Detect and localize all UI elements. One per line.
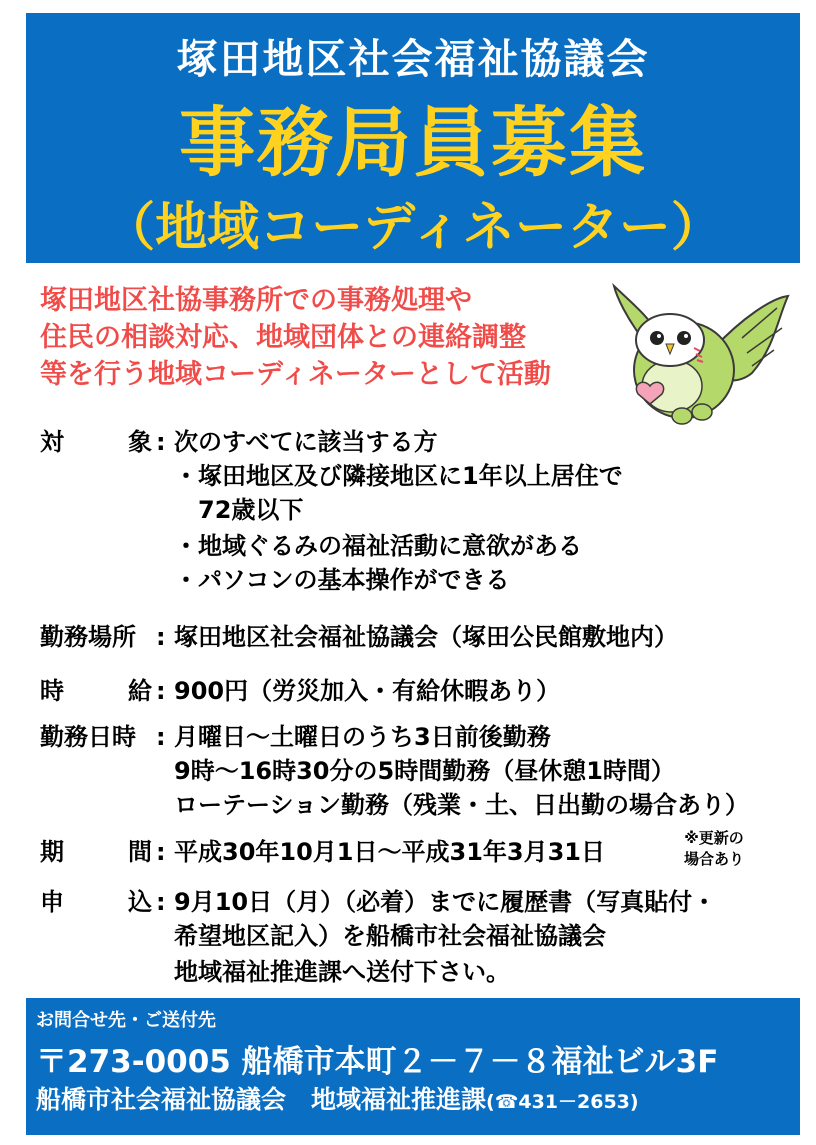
period-note-line: 場合あり — [683, 850, 744, 868]
schedule-line: 9時～16時30分の5時間勤務（昼休憩1時間） — [174, 757, 675, 785]
target-label-a: 対 — [40, 428, 64, 456]
target-item: ・塚田地区及び隣接地区に1年以上居住で — [174, 462, 623, 490]
place-label: 勤務場所 — [40, 623, 136, 651]
contact-department — [36, 1080, 639, 1116]
page-title: 事務局員募集 — [179, 98, 647, 187]
apply-line: 9月10日（月）（必着）までに履歴書（写真貼付・ — [174, 888, 717, 916]
colon: : — [156, 838, 166, 866]
period-label-a: 期 — [40, 838, 64, 866]
target-label-b: 象 — [128, 428, 152, 456]
department-name: 船橋市社会福祉協議会 地域福祉推進課 — [36, 1085, 487, 1114]
target-item: ・地域ぐるみの福祉活動に意欲がある — [174, 532, 582, 560]
intro-line: 塚田地区社協事務所での事務処理や — [40, 285, 472, 316]
colon: : — [156, 428, 166, 456]
apply-label-b: 込 — [128, 888, 152, 916]
period-label-b: 間 — [128, 838, 152, 866]
apply-label-a: 申 — [40, 888, 64, 916]
header-banner — [26, 13, 800, 263]
wage-label-a: 時 — [40, 677, 64, 705]
colon: : — [156, 623, 166, 651]
schedule-line: 月曜日～土曜日のうち3日前後勤務 — [174, 723, 551, 751]
target-lead: 次のすべてに該当する方 — [174, 428, 438, 456]
target-item: 72歳以下 — [198, 496, 304, 524]
contact-label: お問合せ先・ご送付先 — [36, 1010, 216, 1031]
target-item: ・パソコンの基本操作ができる — [174, 566, 510, 594]
colon: : — [156, 723, 166, 751]
intro-text — [40, 282, 600, 393]
page-subtitle: （地域コーディネーター） — [103, 198, 723, 258]
organization-name: 塚田地区社会福祉協議会 — [176, 35, 650, 83]
phone-number: (☎431－2653) — [486, 1091, 639, 1113]
contact-address: 〒273-0005 船橋市本町２－７－８福祉ビル3F — [36, 1044, 719, 1080]
wage-value: 900円（労災加入・有給休暇あり） — [174, 677, 561, 705]
intro-line: 等を行う地域コーディネーターとして活動 — [40, 359, 551, 390]
apply-line: 地域福祉推進課へ送付下さい。 — [174, 958, 510, 986]
colon: : — [156, 677, 166, 705]
apply-line: 希望地区記入）を船橋市社会福祉協議会 — [174, 922, 606, 950]
intro-line: 住民の相談対応、地域団体との連絡調整 — [40, 322, 526, 353]
period-value: 平成30年10月1日～平成31年3月31日 — [174, 838, 605, 866]
period-note — [664, 828, 764, 870]
green-owl-mascot-icon — [602, 278, 792, 433]
schedule-label: 勤務日時 — [40, 723, 136, 751]
schedule-line: ローテーション勤務（残業・土、日出勤の場合あり） — [174, 791, 750, 819]
place-value: 塚田地区社会福祉協議会（塚田公民館敷地内） — [174, 623, 678, 651]
wage-label-b: 給 — [128, 677, 152, 705]
colon: : — [156, 888, 166, 916]
contact-footer — [26, 998, 800, 1135]
period-note-line: ※更新の — [684, 829, 744, 847]
